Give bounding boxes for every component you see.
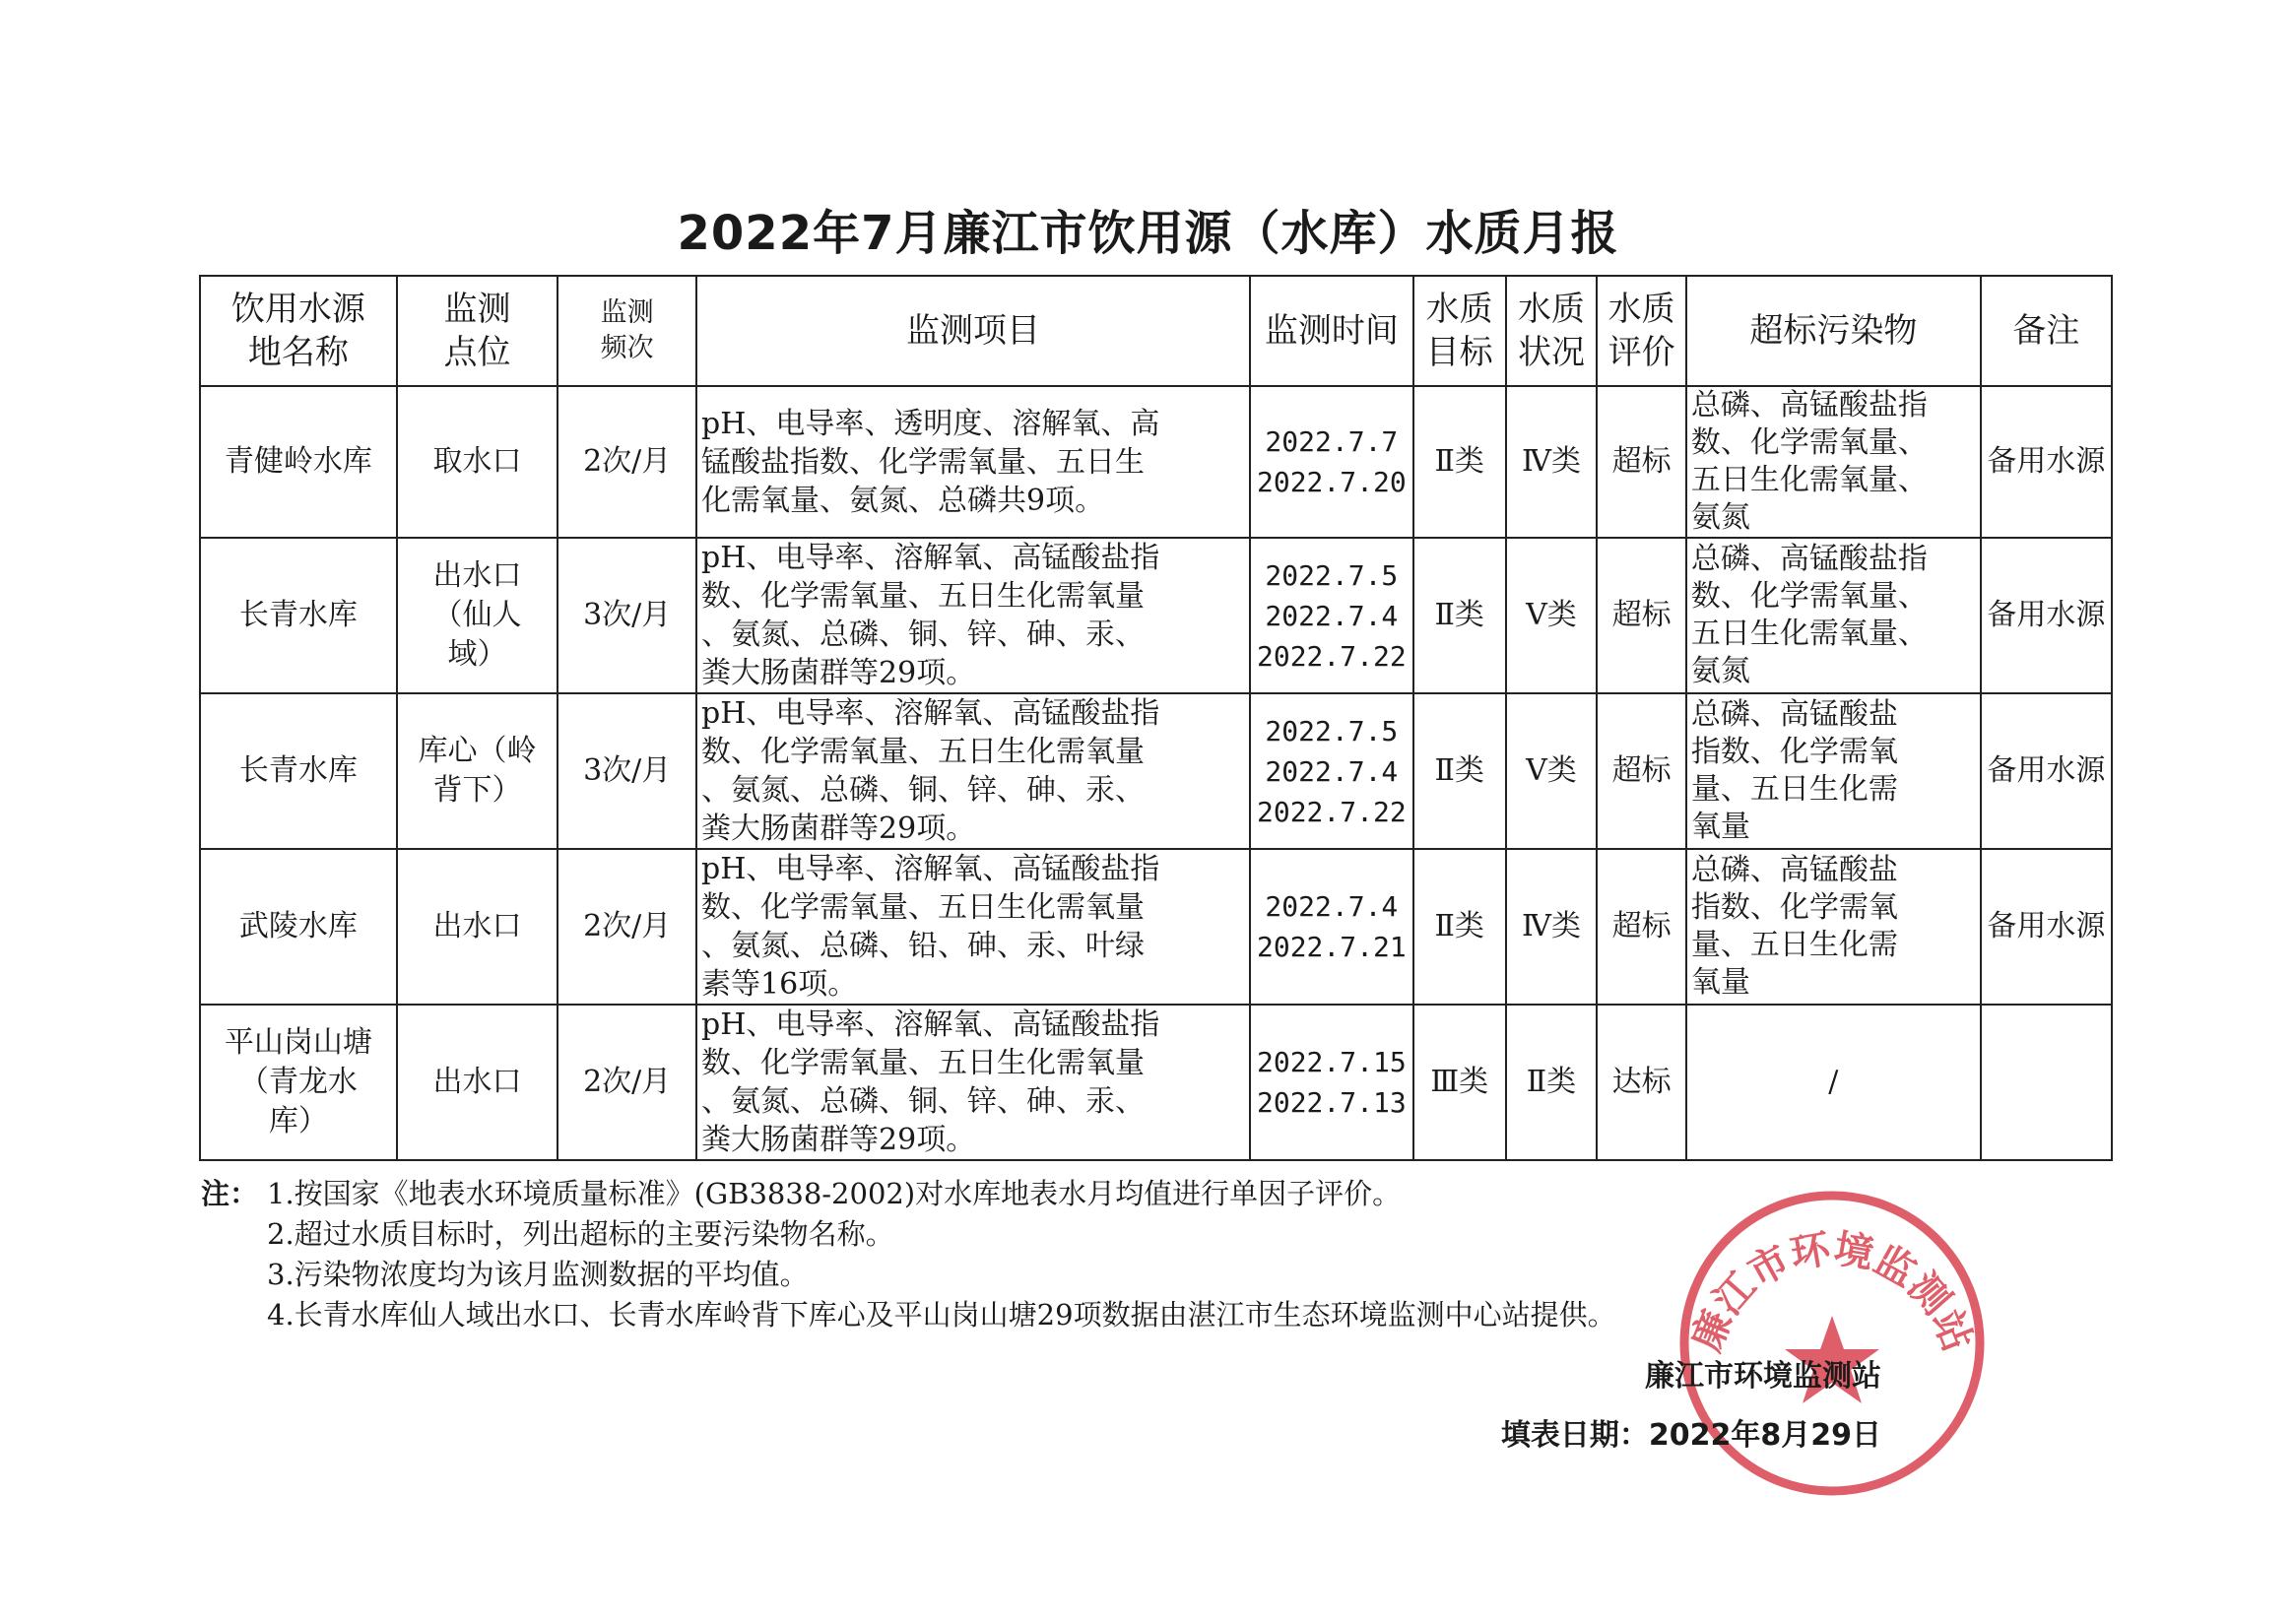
note-text: 1.按国家《地表水环境质量标准》(GB3838-2002)对水库地表水月均值进行单因子评价。 [267,1177,1402,1210]
monitoring-point-line: 域） [447,637,507,672]
monitoring-point-line: 背下） [432,773,522,808]
monitoring-point-line: 出水口 [432,558,522,593]
monitoring-items-cell [696,693,1250,849]
column-header-line: 目标 [1425,333,1493,372]
monitoring-point-line: 取水口 [432,444,522,479]
monitoring-dates-cell [1250,849,1413,1005]
monitoring-date: 2022.7.4 [1265,754,1399,788]
monitoring-items-line: pH、电导率、溶解氧、高锰酸盐指 [701,696,1160,731]
pollutants-line: 数、化学需氧量、 [1690,425,1928,460]
monitoring-items-cell [696,1005,1250,1160]
pollutants-cell [1686,1005,1981,1160]
monitoring-date: 2022.7.22 [1256,795,1407,828]
pollutants-line: 总磷、高锰酸盐指 [1690,542,1928,576]
column-header-line: 备注 [2012,311,2080,351]
column-header-freq [558,276,696,386]
monitoring-date: 2022.7.22 [1256,639,1407,673]
water-quality-table [199,275,2113,1161]
quality-eval-cell: 达标 [1597,1005,1686,1160]
pollutants-line: 量、五日生化需 [1690,928,1898,962]
note-item: 2.超过水质目标时，列出超标的主要污染物名称。 [267,1217,894,1251]
monitoring-items-cell [696,538,1250,693]
monitoring-items-line: 数、化学需氧量、五日生化需氧量 [701,735,1146,769]
pollutants-line: 指数、化学需氧 [1690,890,1898,925]
column-header-source [200,276,397,386]
pollutants-line: 五日生化需氧量、 [1690,463,1928,497]
source-name-line: 长青水库 [238,598,358,632]
column-header-eval [1597,276,1686,386]
source-name-line: 平山岗山塘 [224,1025,372,1060]
column-header-status [1506,276,1598,386]
pollutants-line: 氧量 [1690,965,1750,1000]
monitoring-point-cell [397,693,558,849]
column-header-line: 水质 [1425,290,1493,329]
signature-block [1501,1347,1881,1465]
monitoring-items-cell [696,849,1250,1005]
monitoring-date: 2022.7.20 [1256,466,1407,498]
notes-section [201,1174,1616,1335]
source-name-line: 武陵水库 [238,909,358,943]
frequency-cell: 3次/月 [558,538,696,693]
column-header-line: 监测项目 [905,311,1040,351]
notes-label: 注： [201,1177,259,1210]
seal-text: 廉江市环境监测站 [1683,1226,1981,1358]
monitoring-date: 2022.7.5 [1265,558,1399,592]
column-header-remark [1981,276,2112,386]
page-title: 2022年7月廉江市饮用源（水库）水质月报 [677,206,1619,261]
quality-status-cell: Ⅱ类 [1506,1005,1598,1160]
monitoring-date: 2022.7.21 [1256,931,1407,963]
frequency-cell: 2次/月 [558,386,696,538]
column-header-line: 水质 [1607,290,1675,329]
pollutants-line: 指数、化学需氧 [1690,735,1898,769]
column-header-line: 点位 [443,333,511,372]
monitoring-items-line: 锰酸盐指数、化学需氧量、五日生 [701,444,1146,480]
pollutants-line: 总磷、高锰酸盐 [1690,853,1898,887]
quality-status-cell: Ⅴ类 [1506,538,1598,693]
monitoring-items-line: 数、化学需氧量、五日生化需氧量 [701,579,1146,614]
pollutants-line: 数、化学需氧量、 [1690,579,1928,614]
frequency-cell: 3次/月 [558,693,696,849]
monitoring-items-line: pH、电导率、溶解氧、高锰酸盐指 [701,1007,1160,1042]
column-header-target [1413,276,1506,386]
source-name-line: （青龙水 [238,1065,358,1099]
monitoring-point-cell [397,386,558,538]
monitoring-items-line: 、氨氮、总磷、铜、锌、砷、汞、 [701,1084,1146,1119]
column-header-point [397,276,558,386]
source-name-line: 库） [268,1104,328,1138]
pollutants-cell [1686,849,1981,1005]
column-header-pollutants [1686,276,1981,386]
source-name-line: 青健岭水库 [224,444,372,479]
monitoring-items-line: 粪大肠菌群等29项。 [701,656,976,690]
monitoring-date: 2022.7.4 [1265,890,1399,923]
monitoring-dates-cell [1250,386,1413,538]
quality-target-cell: Ⅱ类 [1413,538,1506,693]
column-header-line: 监测 [443,290,511,329]
monitoring-items-line: 数、化学需氧量、五日生化需氧量 [701,890,1146,925]
pollutants-line: 氨氮 [1690,654,1750,688]
table-row [200,693,2112,849]
quality-target-cell: Ⅱ类 [1413,386,1506,538]
remark-cell: 备用水源 [1981,538,2112,693]
quality-status-cell: Ⅳ类 [1506,849,1598,1005]
remark-cell: 备用水源 [1981,386,2112,538]
monitoring-items-line: 、氨氮、总磷、铜、锌、砷、汞、 [701,617,1146,652]
column-header-line: 地名称 [247,333,349,372]
frequency-cell: 2次/月 [558,849,696,1005]
monitoring-point-line: 库心（岭 [418,734,537,768]
pollutants-line: 五日生化需氧量、 [1690,617,1928,651]
note-item [201,1174,1616,1214]
monitoring-items-line: 、氨氮、总磷、铅、砷、汞、叶绿 [701,929,1146,963]
monitoring-point-cell [397,1005,558,1160]
monitoring-items-line: 数、化学需氧量、五日生化需氧量 [701,1046,1146,1080]
monitoring-items-line: pH、电导率、透明度、溶解氧、高 [701,406,1160,441]
frequency-cell: 2次/月 [558,1005,696,1160]
column-header-line: 监测时间 [1264,311,1399,351]
pollutants-line: 量、五日生化需 [1690,772,1898,807]
monitoring-items-line: 、氨氮、总磷、铜、锌、砷、汞、 [701,773,1146,808]
pollutants-cell [1686,693,1981,849]
table-row [200,538,2112,693]
column-header-line: 饮用水源 [230,290,365,329]
source-name-cell [200,386,397,538]
source-name-cell [200,538,397,693]
source-name-cell [200,849,397,1005]
monitoring-items-line: 化需氧量、氨氮、总磷共9项。 [701,483,1105,518]
pollutants-line: 总磷、高锰酸盐指 [1690,388,1928,422]
pollutants-cell [1686,538,1981,693]
table-row [200,386,2112,538]
monitoring-items-line: 素等16项。 [701,967,858,1002]
remark-cell: 备用水源 [1981,849,2112,1005]
monitoring-items-line: pH、电导率、溶解氧、高锰酸盐指 [701,541,1160,575]
monitoring-dates-cell [1250,693,1413,849]
source-name-cell [200,693,397,849]
org-name: 廉江市环境监测站 [1645,1359,1881,1394]
quality-eval-cell: 超标 [1597,693,1686,849]
note-item: 3.污染物浓度均为该月监测数据的平均值。 [267,1258,809,1291]
table-header-row [200,276,2112,386]
monitoring-items-line: 粪大肠菌群等29项。 [701,1123,976,1157]
monitoring-dates-cell [1250,1005,1413,1160]
pollutants-line: 氧量 [1690,810,1750,844]
monitoring-point-line: 出水口 [432,909,522,943]
monitoring-point-cell [397,538,558,693]
pollutants-line: / [1828,1065,1839,1099]
quality-status-cell: Ⅴ类 [1506,693,1598,849]
quality-eval-cell: 超标 [1597,386,1686,538]
monitoring-items-line: pH、电导率、溶解氧、高锰酸盐指 [701,852,1160,886]
column-header-line: 频次 [600,333,654,363]
monitoring-date: 2022.7.7 [1265,425,1399,458]
pollutants-line: 总磷、高锰酸盐 [1690,697,1898,732]
fill-date: 填表日期：2022年8月29日 [1500,1418,1881,1453]
monitoring-date: 2022.7.4 [1265,599,1399,632]
quality-target-cell: Ⅲ类 [1413,1005,1506,1160]
monitoring-date: 2022.7.5 [1265,714,1399,747]
remark-cell [1981,1005,2112,1160]
column-header-dates [1250,276,1413,386]
remark-cell: 备用水源 [1981,693,2112,849]
pollutants-line: 氨氮 [1690,500,1750,535]
quality-status-cell: Ⅳ类 [1506,386,1598,538]
monitoring-dates-cell [1250,538,1413,693]
monitoring-date: 2022.7.13 [1256,1086,1407,1119]
monitoring-items-cell [696,386,1250,538]
column-header-line: 水质 [1517,290,1585,329]
column-header-line: 状况 [1517,333,1585,372]
quality-target-cell: Ⅱ类 [1413,693,1506,849]
monitoring-point-cell [397,849,558,1005]
quality-eval-cell: 超标 [1597,849,1686,1005]
table-row [200,1005,2112,1160]
column-header-items [696,276,1250,386]
table-row [200,849,2112,1005]
source-name-line: 长青水库 [238,753,358,788]
monitoring-point-line: （仙人 [432,598,522,632]
monitoring-point-line: 出水口 [432,1065,522,1099]
note-item: 4.长青水库仙人域出水口、长青水库岭背下库心及平山岗山塘29项数据由湛江市生态环境监测中心站提供。 [267,1298,1616,1332]
source-name-cell [200,1005,397,1160]
quality-target-cell: Ⅱ类 [1413,849,1506,1005]
pollutants-cell [1686,386,1981,538]
column-header-line: 评价 [1607,333,1675,372]
monitoring-date: 2022.7.15 [1256,1046,1407,1078]
column-header-line: 监测 [600,297,654,328]
column-header-line: 超标污染物 [1749,311,1918,351]
monitoring-items-line: 粪大肠菌群等29项。 [701,812,976,846]
quality-eval-cell: 超标 [1597,538,1686,693]
